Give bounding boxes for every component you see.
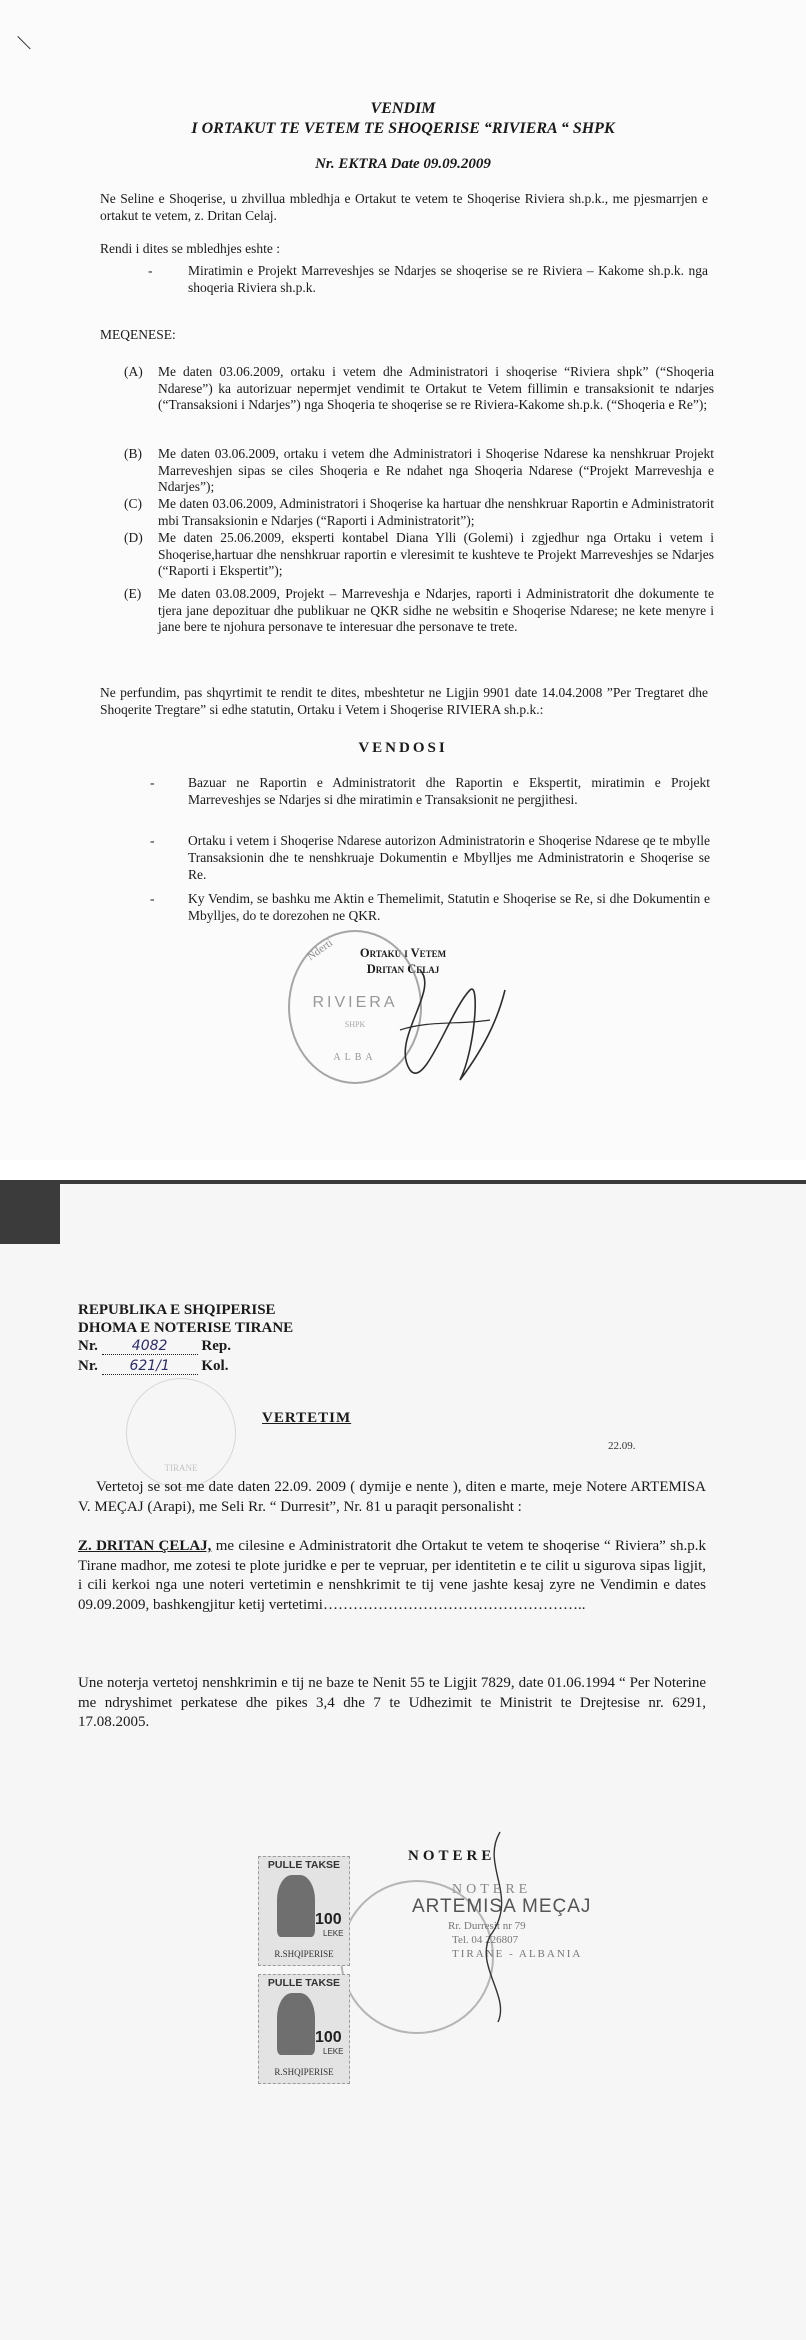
page-gap [0, 1160, 806, 1180]
kol-number: 621/1 [102, 1358, 198, 1375]
intro-paragraph: Ne Seline e Shoqerise, u zhvillua mbledhja e Ortakut te vetem te Shoqerise Riviera sh.p.k., me pjesmarrjen e ortakut te vetem, z. Dritan Celaj. [100, 191, 708, 223]
recital-text: Me daten 03.08.2009, Projekt – Marreveshja e Ndarjes, raporti i Administratorit dhe dokumente te tjera jane depozituar dhe publikuar ne QKR sidhe ne websitin e Shoqerise Ndarese; ne kete menyre i jane bere te njohura personave te interesuar dhe personave te trete. [158, 586, 714, 634]
tax-stamp-value: 100 [315, 1911, 342, 1928]
decision-text: Bazuar ne Raportin e Administratorit dhe Raportin e Ekspertit, miratimin e Projekt Marreveshjes se Ndarjes si dhe miratimin e Transaksionit ne pergjithesi. [188, 775, 710, 807]
tax-stamp-unit: LEKE [323, 2047, 344, 2056]
tax-stamp-header: PULLE TAKSE [267, 1859, 341, 1871]
nr-label: Nr. [78, 1338, 98, 1354]
rep-number-row [78, 1338, 231, 1355]
handwritten-signature [380, 950, 510, 1100]
stamp-small-text: SHPK [344, 1020, 366, 1029]
recital-item [124, 446, 714, 496]
kol-number-row [78, 1358, 228, 1375]
stamp-bottom-text: ALBA [333, 1052, 377, 1063]
rep-number: 4082 [102, 1338, 198, 1355]
person-details: me cilesine e Administratorit dhe Ortakut te vetem te shoqerise “ Riviera” sh.p.k Tirane madhor, me zotesi te plote juridke e per te vepruar, per identitetin e te cilit u sigurova sipas ligjit, i cili kerkoi nga une noteri vertetimin e nenshkrimit te tij vene jashte kesaj zyre ne Vendimin e dates 09.09.2009, bashkengjitur ketij vertetimi…………………………………………….. [78, 1538, 706, 1613]
recital-text: Me daten 03.06.2009, ortaku i vetem dhe Administratori i Shoqerise Ndarese ka nenshkruar Projekt Marreveshjen sipas se ciles Shoqeria e Re ndahet nga Shoqeria Ndarese (“Projekt Marreveshja e Ndarjes”); [158, 446, 714, 494]
notary-stamp-name: ARTEMISA MEÇAJ [412, 1896, 592, 1917]
recital-label: (E) [124, 586, 142, 601]
decision-number-date: Nr. EKTRA Date 09.09.2009 [315, 156, 491, 172]
recital-item [124, 496, 714, 529]
decision-bullet: - [150, 775, 155, 790]
person-name: Z. DRITAN ÇELAJ, [78, 1538, 212, 1554]
certification-heading: VERTETIM [262, 1410, 352, 1426]
handwritten-date: 22.09. [608, 1440, 636, 1452]
agenda-item: Miratimin e Projekt Marreveshjes se Ndarjes se shoqerise se re Riviera – Kakome sh.p.k. nga shoqeria Riviera sh.p.k. [188, 263, 708, 295]
rep-label: Rep. [201, 1338, 231, 1354]
tax-stamp-issuer: R.SHQIPERISE [274, 1949, 334, 1959]
recital-text: Me daten 03.06.2009, ortaku i vetem dhe Administratori i shoqerise “Riviera shpk” (“Shoqeria Ndarese”) ka autorizuar nepermjet vendimit te Ortakut te Vetem fillimin e transaksionit te ndarjes (“Transaksioni i Ndarjes”) nga Shoqeria te shoqerise se re Riviera-Kakome sh.p.k. (“Shoqeria e Re”); [158, 364, 714, 412]
portrait-icon [277, 1993, 315, 2055]
signatory-title: Ortaku i Vetem [359, 946, 447, 960]
recital-item [124, 586, 714, 636]
recital-label: (D) [124, 530, 143, 545]
signatory-name: Dritan Celaj [366, 962, 440, 976]
decision-text: Ortaku i vetem i Shoqerise Ndarese autorizon Administratorin e Shoqerise Ndarese qe te mbylle Transaksionin dhe te nenshkruaje Dokumentin e Mbylljes me Administratorin e Shoqerise se Re. [188, 833, 710, 882]
decision-item [150, 774, 710, 808]
notary-stamp-line1: NOTERE [452, 1882, 532, 1897]
recital-label: (C) [124, 496, 142, 511]
scan-mark [17, 36, 30, 49]
certification-paragraph-1: Vertetoj se sot me date daten 22.09. 2009 ( dymije e nente ), diten e marte, meje Notere ARTEMISA V. MEÇAJ (Arapi), me Seli Rr. “ Durresit”, Nr. 81 u paraqit personalisht : [78, 1479, 706, 1515]
agenda-title: Rendi i dites se mbledhjes eshte : [100, 241, 280, 256]
tax-stamp-header: PULLE TAKSE [267, 1977, 341, 1989]
notary-title: NOTERE [408, 1848, 496, 1864]
recital-label: (A) [124, 364, 143, 379]
decision-item [150, 890, 710, 924]
certification-paragraph-2 [78, 1537, 706, 1615]
decision-bullet: - [150, 833, 155, 848]
decision-item [150, 832, 710, 883]
whereas-heading: MEQENESE: [100, 327, 176, 342]
decision-title: VENDIM [370, 100, 436, 117]
seal-text: TIRANE [164, 1463, 198, 1473]
chamber-header: DHOMA E NOTERISE TIRANE [78, 1320, 294, 1336]
notary-stamp-city: TIRANE - ALBANIA [452, 1948, 583, 1960]
recital-text: Me daten 25.06.2009, eksperti kontabel Diana Ylli (Golemi) i zgjedhur nga Ortaku i vetem i Shoqerise,hartuar dhe nenshkruar raportin e vleresimit te kushteve te Projekt Marreveshjes se Ndarjes (“Raporti i Ekspertit”); [158, 530, 714, 578]
recital-text: Me daten 03.06.2009, Administratori i Shoqerise ka hartuar dhe nenshkruar Raportin e Administratorit mbi Transaksionin e Ndarjes (“Raporti i Administratorit”); [158, 496, 714, 528]
tax-stamp [258, 1856, 350, 1966]
nr-label: Nr. [78, 1358, 98, 1374]
portrait-icon [277, 1875, 315, 1937]
recital-item [124, 530, 714, 580]
certification-paragraph-3: Une noterja vertetoj nenshkrimin e tij ne baze te Nenit 55 te Ligjit 7829, date 01.06.1994 “ Per Noterine me ndryshimet perkatese dhe pikes 3,4 dhe 7 te Udhezimit te Ministrit te Drejtesise nr. 6291, 17.08.2005. [78, 1675, 706, 1730]
conclusion-paragraph: Ne perfundim, pas shqyrtimit te rendit te dites, mbeshtetur ne Ligjin 9901 date 14.04.2008 ”Per Tregtaret dhe Shoqerite Tregtare” si edhe statutin, Ortaku i Vetem i Shoqerise RIVIERA sh.p.k.: [100, 685, 708, 717]
decision-bullet: - [150, 891, 155, 906]
notary-stamp-phone: Tel. 04 226807 [452, 1934, 519, 1946]
kol-label: Kol. [201, 1358, 229, 1374]
stamp-center-text: RIVIERA [312, 994, 398, 1011]
notary-signature [470, 1826, 530, 2026]
tax-stamp-issuer: R.SHQIPERISE [274, 2067, 334, 2077]
recital-item [124, 364, 714, 414]
tax-stamp [258, 1974, 350, 2084]
agenda-bullet: - [148, 263, 153, 278]
recital-label: (B) [124, 446, 142, 461]
scan-shadow [0, 1184, 60, 1244]
notary-seal [126, 1378, 236, 1488]
republic-header: REPUBLIKA E SHQIPERISE [78, 1302, 276, 1318]
decision-text: Ky Vendim, se bashku me Aktin e Themelimit, Statutin e Shoqerise se Re, si dhe Dokumentin e Mbylljes, do te dorezohen ne QKR. [188, 891, 710, 923]
scan-edge [0, 1180, 806, 1184]
stamp-rim-text: Nderti [305, 937, 336, 963]
decision-subtitle: I ORTAKUT TE VETEM TE SHOQERISE “RIVIERA “ SHPK [191, 120, 615, 137]
tax-stamp-value: 100 [315, 2029, 342, 2046]
tax-stamp-unit: LEKE [323, 1929, 344, 1938]
decides-heading: VENDOSI [358, 740, 448, 756]
notary-stamp-address: Rr. Durresit nr 79 [448, 1920, 526, 1932]
